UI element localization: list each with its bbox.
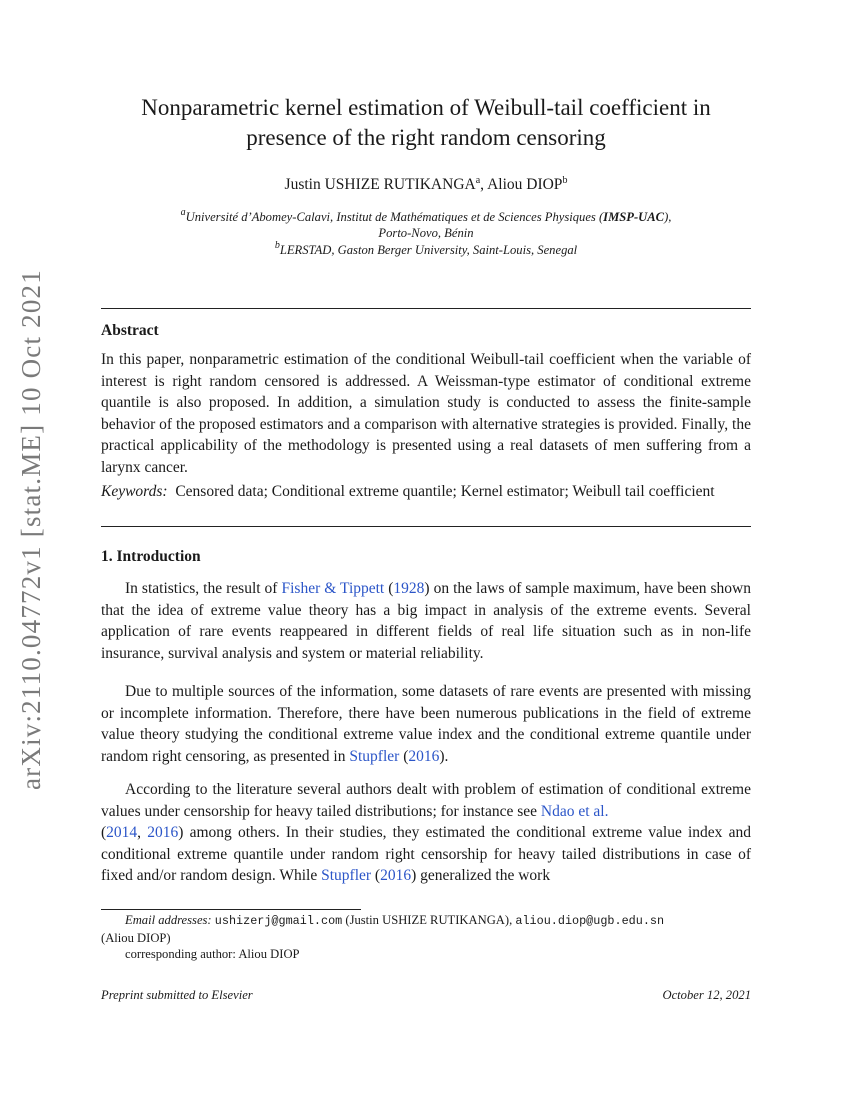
keywords-list: Censored data; Conditional extreme quantile; Kernel estimator; Weibull tail coefficient <box>175 483 715 500</box>
footnote-rule <box>101 909 361 910</box>
abstract-top-rule <box>101 308 751 309</box>
citation-link[interactable]: Stupfler <box>349 747 400 765</box>
citation-year-link[interactable]: 2016 <box>380 867 412 884</box>
citation-year-link[interactable]: 2014 <box>106 824 138 841</box>
text-run: According to the literature several authors dealt with problem of estimation of conditional extreme values under censorship for heavy tailed distributions; for instance see <box>101 781 751 820</box>
affiliation-a <box>101 209 751 241</box>
arxiv-side-stamp: arXiv:2110.04772v1 [stat.ME] 10 Oct 2021 <box>16 269 46 790</box>
citation-link[interactable]: Ndao et al. <box>540 802 609 820</box>
citation-year-link[interactable]: 2016 <box>147 824 179 841</box>
title-line-1: Nonparametric kernel estimation of Weibull-tail coefficient in <box>141 95 711 120</box>
text-run: ( <box>384 580 394 597</box>
paper-title <box>101 93 751 153</box>
author-list <box>101 176 751 194</box>
intro-paragraph-3 <box>101 779 751 887</box>
citation-link[interactable]: Stupfler <box>321 867 372 884</box>
affil-text: LERSTAD, Gaston Berger University, Saint-Louis, Senegal <box>279 243 578 257</box>
citation-year-link[interactable]: 2016 <box>408 747 440 765</box>
footer-preprint: Preprint submitted to Elsevier <box>101 988 253 1002</box>
abstract-bottom-rule <box>101 526 751 527</box>
citation-year-link[interactable]: 1928 <box>393 580 425 597</box>
affil-text: Université d’Abomey-Calavi, Institut de Mathématiques et de Sciences Physiques ( <box>185 210 604 224</box>
affiliation-b <box>101 242 751 258</box>
footnote-label: Email addresses: <box>125 913 212 927</box>
intro-paragraph-1 <box>101 578 751 664</box>
section-heading: 1. Introduction <box>101 548 201 565</box>
footnote-name: (Justin USHIZE RUTIKANGA), <box>342 913 516 927</box>
author-separator: , <box>480 176 488 193</box>
intro-paragraph-2 <box>101 681 751 767</box>
author-name: Justin USHIZE RUTIKANGA <box>284 176 476 193</box>
author-affil-mark: a <box>475 175 481 186</box>
keywords-label: Keywords: <box>101 483 168 500</box>
text-run: ( <box>371 867 381 884</box>
keywords <box>101 481 751 503</box>
page-footer <box>101 988 751 1003</box>
affil-text: ), <box>664 210 672 224</box>
text-run: In statistics, the result of <box>125 580 282 597</box>
text-run: ( <box>101 824 107 841</box>
affil-mark: b <box>274 240 280 251</box>
author-affil-mark: b <box>562 175 568 186</box>
text-run: ) on the laws of sample maximum, have been shown that the idea of extreme value theory has a big impact in analysis of the extreme events. Several application of rare events reappeared in different fields of real life situation such as in non-life insurance, survival analysis and system or material reliability. <box>101 580 751 662</box>
email-link[interactable]: aliou.diop@ugb.edu.sn <box>515 914 665 928</box>
footnote-emails <box>101 912 751 947</box>
affil-mark: a <box>180 207 186 218</box>
email-link[interactable]: ushizerj@gmail.com <box>214 914 343 928</box>
text-run: ( <box>399 747 409 765</box>
author-name: Aliou DIOP <box>487 176 563 193</box>
footnote-name: (Aliou DIOP) <box>101 931 171 945</box>
text-run: , <box>137 824 148 841</box>
text-run: Due to multiple sources of the information, some datasets of rare events are presented with missing or incomplete information. Therefore, there have been numerous publications in the field of extreme value theory studying the conditional extreme value index and the conditional extreme quantile under random right censoring, as presented in <box>101 683 751 765</box>
text-run: ) among others. In their studies, they estimated the conditional extreme value index and conditional extreme quantile under random right censorship for heavy tailed distributions in case of fixed and/or random design. While <box>101 824 751 884</box>
abstract-heading: Abstract <box>101 322 159 339</box>
affil-acronym: IMSP-UAC <box>603 210 665 224</box>
abstract-text: In this paper, nonparametric estimation of the conditional Weibull-tail coefficient when the variable of interest is right random censored is addressed. A Weissman-type estimator of conditional extreme quantile is also proposed. In addition, a simulation study is conducted to assess the finite-sample behavior of the proposed estimators and a comparison with alternative strategies is provided. Finally, the practical applicability of the methodology is presented using a real datasets of men suffering from a larynx cancer. <box>101 351 751 476</box>
title-line-2: presence of the right random censoring <box>246 125 606 150</box>
citation-link[interactable]: Fisher & Tippett <box>281 580 385 597</box>
footnote-corresponding: corresponding author: Aliou DIOP <box>125 947 300 961</box>
affil-location: Porto-Novo, Bénin <box>378 226 474 240</box>
footer-date: October 12, 2021 <box>662 988 751 1002</box>
text-run: ). <box>439 747 449 765</box>
text-run: ) generalized the work <box>411 867 551 884</box>
